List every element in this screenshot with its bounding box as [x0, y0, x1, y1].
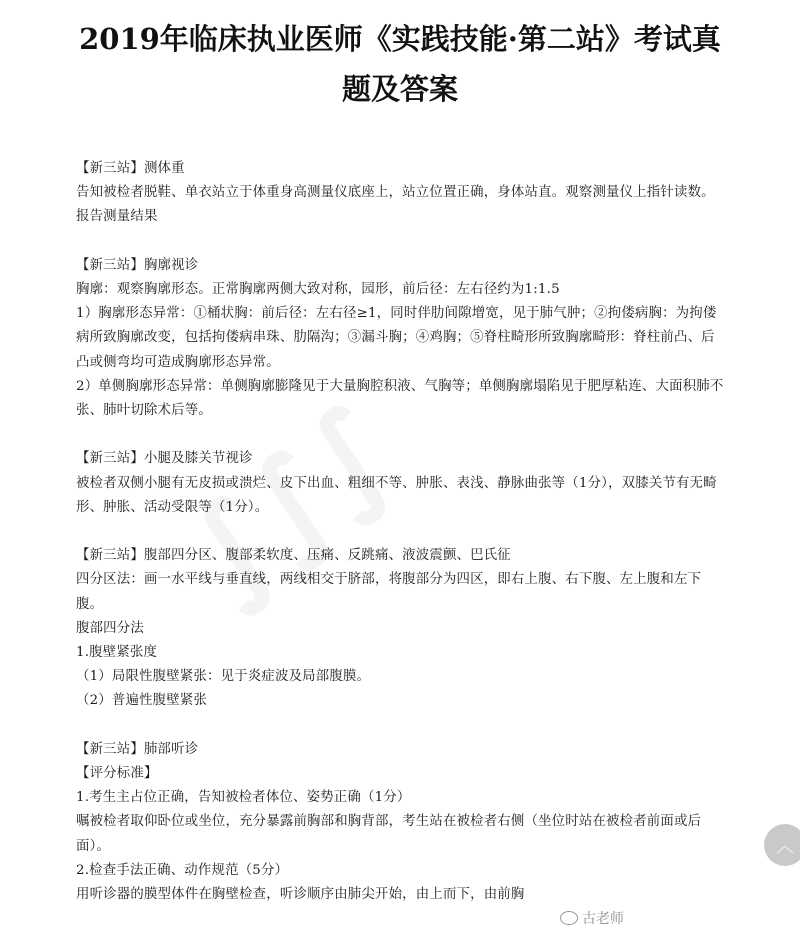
scroll-to-top-button[interactable]	[764, 824, 800, 866]
section-chest-inspection	[76, 254, 726, 423]
document-body	[76, 157, 726, 907]
paragraph: 腹部四分法	[76, 620, 144, 636]
paragraph: 2）单侧胸廓形态异常：单侧胸廓膨隆见于大量胸腔积液、气胸等；单侧胸廓塌陷见于肥厚粘连、大面积肺不张、肺叶切除术后等。	[76, 378, 724, 419]
paragraph: 2.检查手法正确、动作规范（5分）	[76, 862, 289, 878]
section-abdomen	[76, 544, 726, 713]
section-weight	[76, 157, 726, 230]
paragraph: 用听诊器的膜型体件在胸壁检查，听诊顺序由肺尖开始，由上而下，由前胸	[76, 887, 525, 903]
section-heading: 【新三站】测体重	[76, 161, 185, 176]
wechat-icon	[560, 911, 578, 925]
section-heading: 【新三站】腹部四分区、腹部柔软度、压痛、反跳痛、液波震颤、巴氏征	[76, 548, 511, 564]
chevron-up-icon: ︿	[776, 836, 794, 857]
paragraph: 四分区法：画一水平线与垂直线，两线相交于脐部，将腹部分为四区，即右上腹、右下腹、左上腹和左下腹。	[76, 572, 702, 612]
paragraph: （1）局限性腹壁紧张：见于炎症波及局部腹膜。	[76, 669, 371, 685]
document-title	[0, 14, 800, 114]
section-heading: 【新三站】小腿及膝关节视诊	[76, 451, 253, 467]
paragraph: 告知被检者脱鞋、单衣站立于体重身高测量仪底座上，站立位置正确，身体站直。观察测量仪上指针读数。报告测量结果	[76, 185, 715, 225]
section-heading: 【新三站】肺部听诊	[76, 741, 199, 757]
paragraph: 胸廓：观察胸廓形态。正常胸廓两侧大致对称，园形，前后径：左右径约为1:1.5	[76, 282, 560, 297]
paragraph: 1）胸廓形态异常：①桶状胸：前后径：左右径≥1，同时伴肋间隙增宽，见于肺气肿；②拘偻病胸：为拘偻病所致胸廓改变，包括拘偻病串珠、肋隔沟；③漏斗胸；④鸡胸；⑤脊柱畸形所致胸廓畸形：脊柱前凸、后凸或侧弯均可造成胸廓形态异常。	[76, 306, 717, 370]
section-leg-knee-inspection	[76, 447, 726, 520]
source-watermark	[560, 906, 624, 930]
title-line-2: 题及答案	[341, 72, 458, 106]
section-lung-auscultation	[76, 738, 726, 907]
paragraph: 【评分标准】	[76, 766, 158, 782]
paragraph: 被检者双侧小腿有无皮损或溃烂、皮下出血、粗细不等、肿胀、表浅、静脉曲张等（1分），双膝关节有无畸形、肿胀、活动受限等（1分）。	[76, 475, 717, 515]
section-heading: 【新三站】胸廓视诊	[76, 257, 199, 273]
paragraph: 嘱被检者取仰卧位或坐位，充分暴露前胸部和胸背部，考生站在被检者右侧（坐位时站在被检者前面或后面）。	[76, 814, 702, 854]
source-label: 古老师	[582, 911, 624, 927]
paragraph: 1.考生主占位正确，告知被检者体位、姿势正确（1分）	[76, 790, 411, 806]
paragraph: 1.腹壁紧张度	[76, 645, 158, 661]
title-line-1: 2019年临床执业医师《实践技能·第二站》考试真	[79, 22, 721, 56]
paragraph: （2）普遍性腹壁紧张	[76, 693, 208, 709]
